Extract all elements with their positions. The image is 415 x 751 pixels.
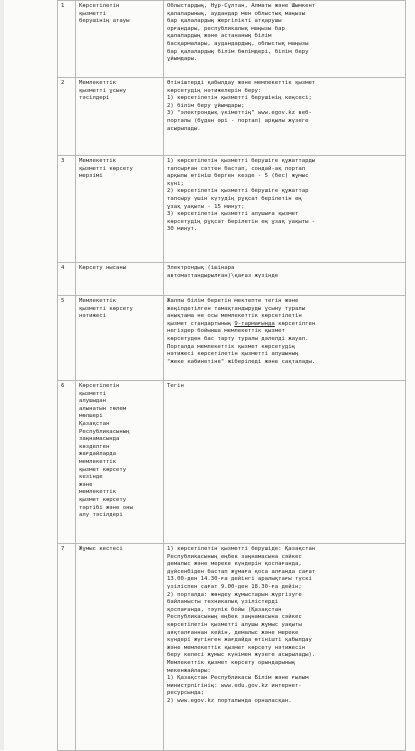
row-label: Көрсету нысаны bbox=[76, 263, 164, 296]
row-label: Жұмыс кестесі bbox=[76, 544, 164, 751]
table-row bbox=[58, 1, 406, 78]
row-value: Тегін bbox=[164, 381, 406, 544]
row-value: 1) көрсетілетін қызметті берушіге құжаттарды тапсырған сәттен бастап, сондай-ақ портал арқылы өтініш берген кезде - 5 (бес) жұмыс күні; 2) көрсетілетін қызметті берушіге құжаттар тапсыру үшін күтудің рұқсат берілетін ең ұзақ уақыты - 15 минут; 3) көрсетілетін қызметті алушыға қызмет көрсетудің рұқсат берілетін ең ұзақ уақыты - 30 минут. bbox=[164, 156, 406, 263]
row-value: Облыстардың, Нұр-Сұлтан, Алматы және Шымкент қалаларының, аудандар мен облыстық маңызы бар қалалардың жергілікті атқарушы орғандары, республикалық маңызы бар қалалардың және астананың білім басқармалары, аудандардың, облыстық маңызы бар қалалардың білім бөлімдері, білім беру ұйымдары. bbox=[164, 1, 406, 78]
row-value: Электрондық (ішінара автоматтандырылған)\қағаз жүзінде bbox=[164, 263, 406, 296]
table-row bbox=[58, 296, 406, 381]
row-label: Көрсетілетін қызметті алушыдан алынатын төлем мөлшері Қазақстан Республикасының заңнамасында көзделген жағдайларда мемлекеттік қызмет көрсету кезінде және мемлекеттік қызмет көрсету тәртібі және оны алу тәсілдері bbox=[76, 381, 164, 544]
row-label: Көрсетілетін қызметті берушінің атауы bbox=[76, 1, 164, 78]
row-number: 1 bbox=[58, 1, 76, 78]
row-value: 1) көрсетілетін қызметті берушіде: Қазақстан Республикасының еңбек заңнамасына сәйкес демалыс және мереке күндерін қоспағанда, дүйсенбіден бастап жұмаға қоса алғанда сағат 13.00-ден 14.30-ға дейінгі аралықтағы түскі үзіліспен сағат 9.00-ден 18.30-ға дейін; 2) порталда: жөндеу жұмыстарын жүргізуге байланысты техникалық үзілістерді қоспағанда, тәулік бойы (Қазақстан Республикасының еңбек заңнамасына сәйкес көрсетілетін қызметті алушы жұмыс уақыты аяқталғаннан кейін, демалыс және мереке күндері жүгінген жағдайда өтінішті қабылдау және мемлекеттік қызмет көрсету нәтижесін беру келесі жұмыс күнімен жүзеге асырылады). Мемлекеттік қызмет көрсету орындарының мекенжайлары: 1) Қазақстан Республикасы Білім және ғылым министрлігінің: www.edu.gov.kz интернет- ресурсында; 2) www.egov.kz порталында орналасқан. bbox=[164, 544, 406, 751]
row-label: Мемлекеттік қызметті ұсыну тәсілдері bbox=[76, 78, 164, 156]
row-value-text: Жалпы білім беретін мектепте тегін және жеңілдетілген тамақтандыруды ұсыну туралы анықтама не осы мемлекеттік көрсетілетін қызмет стандартының bbox=[167, 298, 306, 327]
page-edge bbox=[0, 0, 4, 750]
table-row bbox=[58, 381, 406, 544]
paragraph-9-link[interactable]: 9-тармағында bbox=[234, 320, 275, 327]
row-label: Мемлекеттік қызметті көрсету нәтижесі bbox=[76, 296, 164, 381]
row-value: Өтініштерді қабылдау және мемлекеттік қызмет көрсетудің нәтижелерін беру: 1) көрсетілетін қызметті берушінің кеңсесі; 2) білім беру ұйымдары; 3) "электрондық үкіметтің" www.egov.kz веб- порталы (бұдан әрі - портал) арқылы жүзеге асырылады. bbox=[164, 78, 406, 156]
row-number: 6 bbox=[58, 381, 76, 544]
row-value-text: көрсетілген негіздер бойынша мемлекеттік қызмет көрсетуден бас тарту туралы дәлелді жауап. Порталда мемлекеттік қызмет көрсетудің нәтижесі көрсетілетін қызметті алушының "жеке кабинетіне" жіберіледі және сақталады. bbox=[167, 320, 316, 365]
table-row bbox=[58, 544, 406, 751]
table-row bbox=[58, 263, 406, 296]
row-number: 3 bbox=[58, 156, 76, 263]
row-number: 7 bbox=[58, 544, 76, 751]
row-number: 5 bbox=[58, 296, 76, 381]
row-label: Мемлекеттік қызметті көрсету мерзімі bbox=[76, 156, 164, 263]
service-standard-table bbox=[57, 0, 406, 751]
table-row bbox=[58, 78, 406, 156]
row-value bbox=[164, 296, 406, 381]
row-number: 2 bbox=[58, 78, 76, 156]
table-row bbox=[58, 156, 406, 263]
row-number: 4 bbox=[58, 263, 76, 296]
